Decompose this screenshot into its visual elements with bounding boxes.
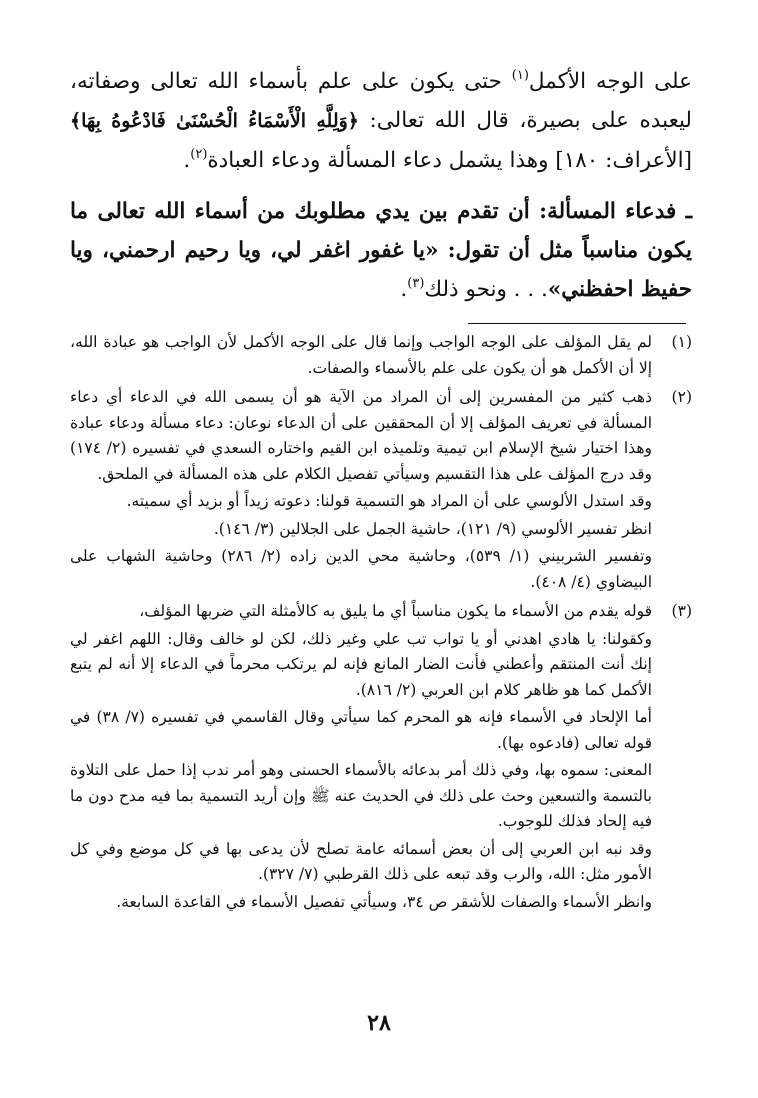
footnote-text: المعنى: سموه بها، وفي ذلك أمر بدعائه بالأسماء الحسنى وهو أمر ندب إذا حمل على التلاوة بالتسمة والتسعين وحث على ذلك في الحديث عنه ﷺ وإن أريد التسمية بما فيه مدح دون ما فيه إلحاد فذلك للوجوب. xyxy=(70,761,652,830)
footnote-text: وقد استدل الألوسي على أن المراد هو التسمية قولنا: دعوته زيداً أو بزيد أي سميته. xyxy=(126,492,652,510)
footnotes xyxy=(70,330,692,919)
footnote-text: أما الإلحاد في الأسماء فإنه هو المحرم كما سيأتي وقال القاسمي في تفسيره (٧/ ٣٨) في قوله تعالى (فادعوه بها). xyxy=(70,708,652,752)
footnote-text: وتفسير الشربيني (١/ ٥٣٩)، وحاشية محي الدين زاده (٢/ ٢٨٦) وحاشية الشهاب على البيضاوي (٤/ ٤٠٨). xyxy=(70,547,652,591)
footnote-3 xyxy=(70,599,692,917)
footnote-ref-3[interactable]: (٣) xyxy=(407,276,425,291)
footnote-2 xyxy=(70,385,692,597)
text-segment: . xyxy=(183,148,191,173)
footnote-text: وكقولنا: يا هادي اهدني أو يا تواب تب علي وغير ذلك، لكن لو خالف وقال: اللهم اغفر لي إنك أنت المنتقم وأعطني فأنت الضار المانع فإنه لم يرتكب محرماً في الدعاء إلا أنه لم يتبع الأكمل كما هو ظاهر كلام ابن العربي (٢/ ٨١٦). xyxy=(70,629,652,699)
footnote-number: (٣) xyxy=(671,602,692,620)
footnote-text: ذهب كثير من المفسرين إلى أن المراد من الآية هو أن يسمى الله في الدعاء أي دعاء المسألة في تعريف المؤلف إلا أن المحققين على أن الدعاء نوعان: دعاء مسألة ودعاء عبادة وهذا اختيار شيخ الإسلام ابن تيمية وتلميذه ابن القيم واختاره السعدي في تفسيره (٢/ ١٧٤) وقد درج المؤلف على هذا التقسيم وسيأتي تفصيل الكلام على هذه المسألة في الملحق. xyxy=(70,388,652,483)
footnote-body xyxy=(70,385,652,597)
text-segment: أن تقدم بين يدي مطلوبك من أسماء الله تعالى ما يكون مناسباً مثل أن تقول: xyxy=(70,199,692,263)
paragraph-intro xyxy=(70,62,692,180)
text-segment: . . . ونحو ذلك xyxy=(424,277,548,302)
footnote-text: وقد نبه ابن العربي إلى أن بعض أسمائه عامة تصلح لأن يدعى بها في كل موضع وفي كل الأمور مثل: الله، والرب وقد تبعه على ذلك القرطبي (٧/ ٣٢٧). xyxy=(70,839,652,883)
text-segment: حتى يكون على علم بأسماء الله تعالى وصفاته، ليعبده على بصيرة، قال الله تعالى: xyxy=(70,69,692,133)
paragraph-dua-masala xyxy=(70,192,692,309)
footnote-text: وانظر الأسماء والصفات للأشقر ص ٣٤، وسيأتي تفصيل الأسماء في القاعدة السابعة. xyxy=(116,892,652,911)
footnote-number: (١) xyxy=(671,333,692,351)
footnote-text: قوله يقدم من الأسماء ما يكون مناسباً أي ما يليق به كالأمثلة التي ضربها المؤلف، xyxy=(139,602,652,620)
footnote-ref-2[interactable]: (٢) xyxy=(190,147,208,162)
text-segment: [الأعراف: ١٨٠] وهذا يشمل دعاء المسألة ودعاء العبادة xyxy=(207,148,692,173)
main-text xyxy=(70,62,692,309)
footnote-divider xyxy=(468,323,686,324)
page-number: ٢٨ xyxy=(367,1010,391,1036)
footnote-body xyxy=(70,599,652,917)
footnote-text: لم يقل المؤلف على الوجه الواجب وإنما قال على الوجه الأكمل لأن الواجب هو عبادة الله، إلا أن الأكمل هو أن يكون على علم بالأسماء والصفات. xyxy=(70,333,652,377)
footnote-text: انظر تفسير الألوسي (٩/ ١٢١)، حاشية الجمل على الجلالين (٣/ ١٤٦). xyxy=(213,519,652,538)
footnote-number: (٢) xyxy=(671,388,692,406)
footnote-1 xyxy=(70,330,692,383)
dua-quote: «يا غفور اغفر لي، ويا رحيم ارحمني، ويا حفيظ احفظني» xyxy=(70,238,692,302)
text-segment: . xyxy=(400,277,408,302)
footnote-body xyxy=(70,330,652,383)
quran-verse: ﴿وَلِلَّهِ الْأَسْمَاءُ الْحُسْنَىٰ فَادْعُوهُ بِهَا﴾ xyxy=(70,110,359,132)
footnote-ref-1[interactable]: (١) xyxy=(511,68,529,83)
text-segment: على الوجه الأكمل xyxy=(528,69,693,94)
section-lead: ـ فدعاء المسألة: xyxy=(529,199,692,224)
